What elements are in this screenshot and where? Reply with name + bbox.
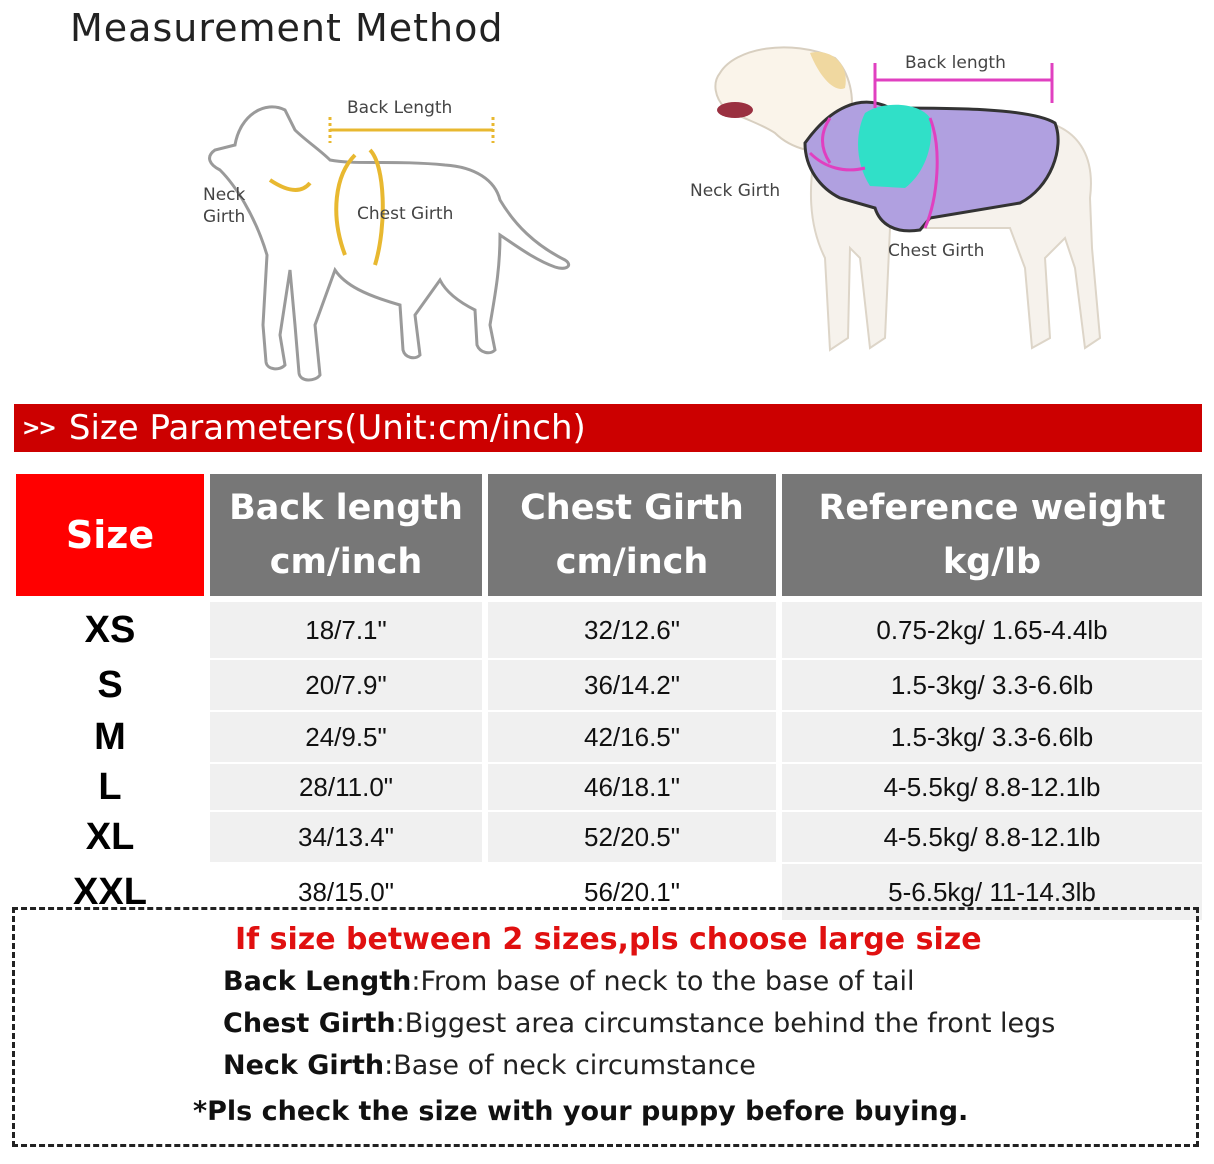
neck-girth-arrow	[270, 180, 310, 190]
row-xxl-size: XXL	[73, 870, 147, 913]
note-back-length: Back Length:From base of neck to the base of tail	[223, 966, 915, 997]
row-s-size: S	[97, 663, 123, 706]
right-neck-girth-label: Neck Girth	[690, 181, 781, 201]
row-xl-size: XL	[85, 815, 135, 858]
dog-vest-illustration	[680, 38, 1130, 368]
row-m-weight: 1.5-3kg/ 3.3-6.6lb	[782, 712, 1202, 762]
row-l-chest: 46/18.1"	[488, 764, 776, 810]
page-title: Measurement Method	[70, 6, 504, 50]
row-s-chest: 36/14.2"	[488, 660, 776, 710]
row-m-back: 24/9.5"	[210, 712, 482, 762]
note-chest-girth: Chest Girth:Biggest area circumstance behind the front legs	[223, 1008, 1056, 1039]
row-xs-size: XS	[84, 608, 136, 651]
header-back-length: Back length cm/inch	[210, 474, 482, 596]
row-xl-weight: 4-5.5kg/ 8.8-12.1lb	[782, 812, 1202, 862]
row-l-back: 28/11.0"	[210, 764, 482, 810]
left-neck-label-2: Girth	[203, 207, 246, 227]
size-warning: If size between 2 sizes,pls choose large size	[235, 922, 982, 957]
dog-outline-illustration	[195, 85, 585, 390]
right-chest-girth-label: Chest Girth	[888, 241, 985, 261]
footnote: *Pls check the size with your puppy before buying.	[193, 1096, 969, 1127]
left-neck-label-1: Neck	[203, 185, 246, 205]
row-xxl-chest: 56/20.1"	[584, 876, 680, 907]
left-back-length-label: Back Length	[347, 98, 453, 118]
row-xs-weight: 0.75-2kg/ 1.65-4.4lb	[782, 602, 1202, 658]
banner-title: Size Parameters(Unit:cm/inch)	[68, 408, 586, 448]
left-chest-girth-label: Chest Girth	[357, 204, 454, 224]
row-m-size: M	[94, 715, 126, 758]
row-xs-back: 18/7.1"	[210, 602, 482, 658]
row-l-size: L	[98, 765, 122, 808]
row-s-weight: 1.5-3kg/ 3.3-6.6lb	[782, 660, 1202, 710]
header-reference-weight: Reference weight kg/lb	[782, 474, 1202, 596]
right-back-length-label: Back length	[905, 53, 1006, 73]
row-s-back: 20/7.9"	[210, 660, 482, 710]
row-xxl-weight: 5-6.5kg/ 11-14.3lb	[782, 864, 1202, 920]
size-parameters-banner	[14, 404, 1202, 452]
size-notes-box	[12, 907, 1199, 1147]
row-l-weight: 4-5.5kg/ 8.8-12.1lb	[782, 764, 1202, 810]
dog-outline	[210, 107, 569, 380]
row-xs-chest: 32/12.6"	[488, 602, 776, 658]
row-xl-back: 34/13.4"	[210, 812, 482, 862]
header-chest-girth: Chest Girth cm/inch	[488, 474, 776, 596]
double-chevron-icon: >>	[22, 415, 55, 441]
row-xl-chest: 52/20.5"	[488, 812, 776, 862]
size-table	[16, 474, 1200, 920]
note-neck-girth: Neck Girth:Base of neck circumstance	[223, 1050, 756, 1081]
row-xxl-back: 38/15.0"	[298, 876, 394, 907]
header-size: Size	[16, 474, 204, 596]
row-m-chest: 42/16.5"	[488, 712, 776, 762]
